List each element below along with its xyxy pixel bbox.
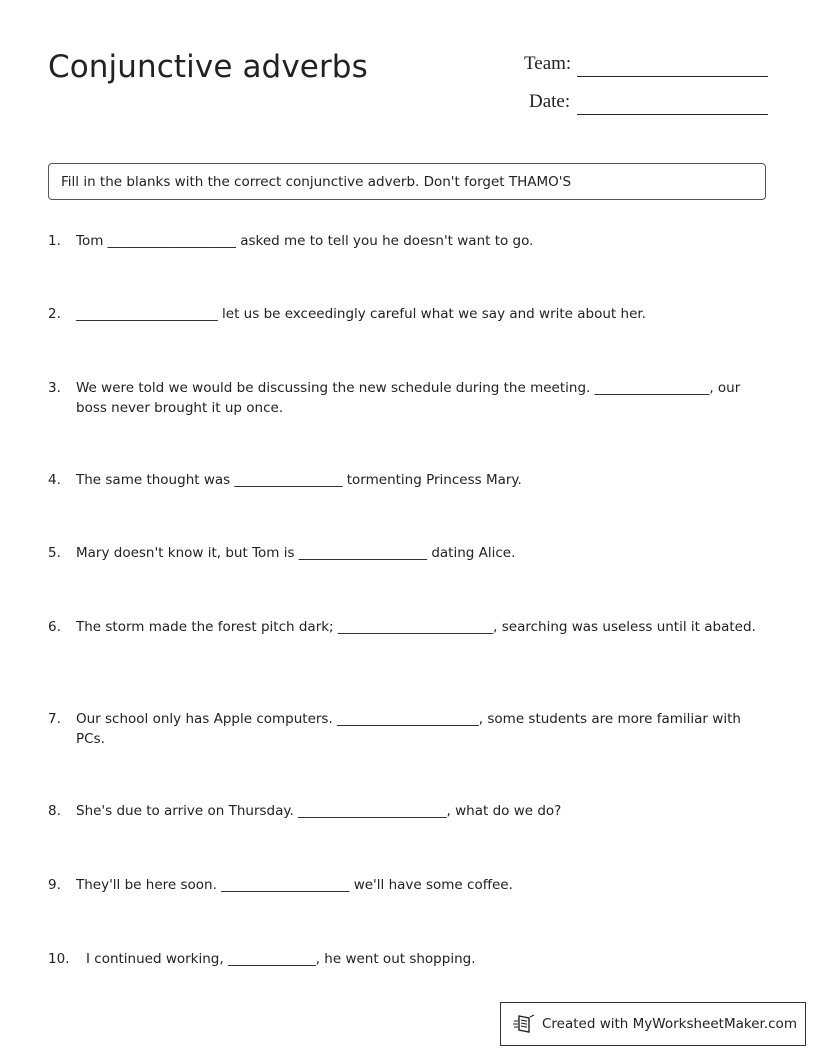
question-number: 6.	[48, 619, 61, 635]
question-item	[48, 543, 770, 563]
question-item	[48, 231, 770, 251]
question-text: The storm made the forest pitch dark; _______________________, searching was useless until it abated.	[76, 619, 756, 635]
question-number: 3.	[48, 380, 61, 396]
worksheet-maker-logo-icon	[513, 1013, 535, 1035]
footer-text: Created with MyWorksheetMaker.com	[542, 1016, 797, 1032]
question-number: 2.	[48, 306, 61, 322]
team-input-line[interactable]	[577, 76, 768, 77]
question-item	[48, 470, 770, 490]
date-input-line[interactable]	[577, 114, 768, 115]
footer-badge[interactable]	[500, 1002, 806, 1046]
question-number: 7.	[48, 711, 61, 727]
question-number: 4.	[48, 472, 61, 488]
question-item	[48, 949, 770, 969]
question-text: Tom ___________________ asked me to tell you he doesn't want to go.	[76, 233, 534, 249]
page-title: Conjunctive adverbs	[48, 49, 368, 85]
question-number: 1.	[48, 233, 61, 249]
instructions-box: Fill in the blanks with the correct conjunctive adverb. Don't forget THAMO'S	[48, 163, 766, 200]
question-number: 5.	[48, 545, 61, 561]
question-text: I continued working, _____________, he went out shopping.	[86, 951, 476, 967]
question-number: 9.	[48, 877, 61, 893]
team-label: Team:	[524, 53, 572, 74]
question-number: 8.	[48, 803, 61, 819]
date-label: Date:	[529, 91, 571, 112]
question-text: They'll be here soon. ___________________ we'll have some coffee.	[76, 877, 513, 893]
question-text: Our school only has Apple computers. _____________________, some students are more familiar with PCs.	[76, 711, 741, 747]
question-item	[48, 304, 770, 324]
question-item	[48, 801, 770, 821]
question-item	[48, 378, 770, 418]
question-text: She's due to arrive on Thursday. ______________________, what do we do?	[76, 803, 562, 819]
question-item	[48, 617, 770, 637]
question-item	[48, 709, 770, 749]
question-number: 10.	[48, 951, 70, 967]
question-text: Mary doesn't know it, but Tom is ___________________ dating Alice.	[76, 545, 516, 561]
question-item	[48, 875, 770, 895]
question-text: We were told we would be discussing the new schedule during the meeting. _________________, our boss never brought it up once.	[76, 380, 741, 416]
question-text: _____________________ let us be exceedingly careful what we say and write about her.	[76, 306, 646, 322]
question-text: The same thought was ________________ tormenting Princess Mary.	[76, 472, 522, 488]
